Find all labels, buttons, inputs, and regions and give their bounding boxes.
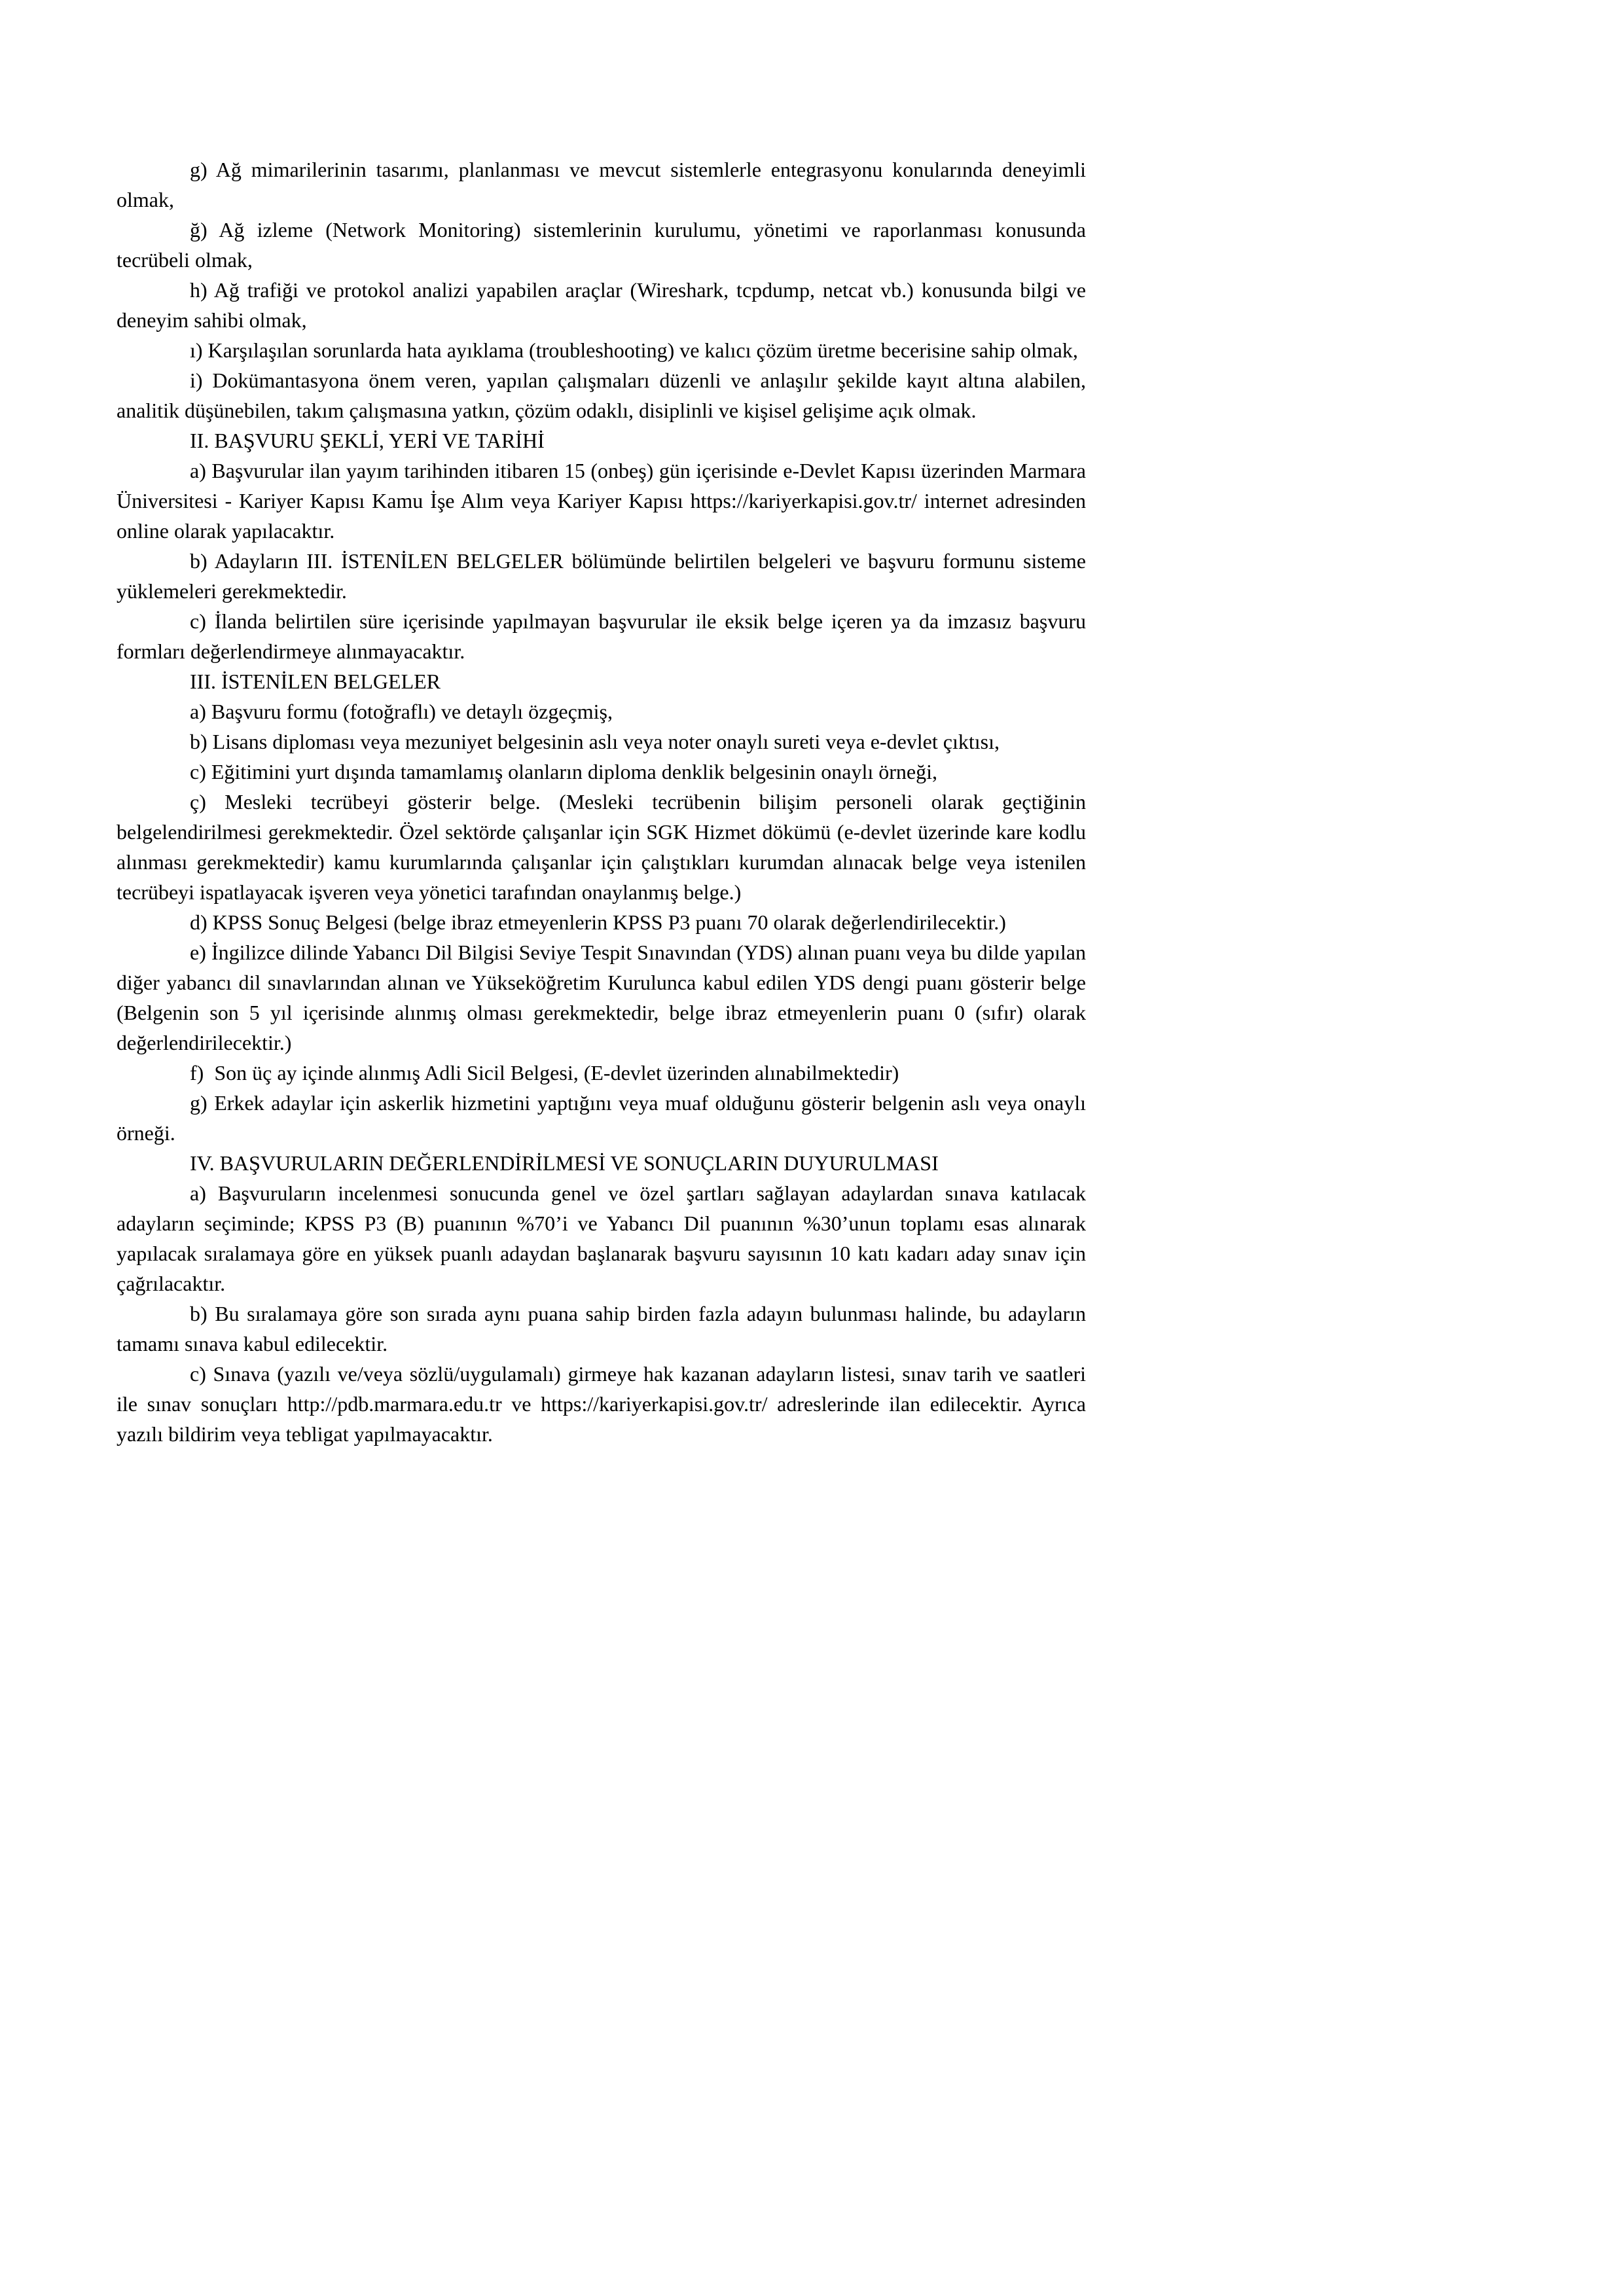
heading-section-4: IV. BAŞVURULARIN DEĞERLENDİRİLMESİ VE SONUÇLARIN DUYURULMASI <box>190 1151 939 1175</box>
section3-item-b: b) Lisans diploması veya mezuniyet belgesinin aslı veya noter onaylı sureti veya e-devlet çıktısı, <box>190 730 1000 753</box>
section4-item-b: b) Bu sıralamaya göre son sırada aynı puana sahip birden fazla adayın bulunması halinde, bu adayların tamamı sınava kabul edilecektir. <box>117 1302 1086 1355</box>
section3-item-f: f) Son üç ay içinde alınmış Adli Sicil Belgesi, (E-devlet üzerinden alınabilmektedir) <box>190 1061 899 1085</box>
section2-item-a: a) Başvurular ilan yayım tarihinden itibaren 15 (onbeş) gün içerisinde e-Devlet Kapısı üzerinden Marmara Üniversitesi - Kariyer Kapısı Kamu İşe Alım veya Kariyer Kapısı https://kariyerkapisi.gov.tr/ internet adresinden online olarak yapılacaktır. <box>117 459 1086 543</box>
section3-item-c-cedilla: ç) Mesleki tecrübeyi gösterir belge. (Mesleki tecrübenin bilişim personeli olarak geçtiğinin belgelendirilmesi gerekmektedir. Özel sektörde çalışanlar için SGK Hizmet dökümü (e-devlet üzerinde kare kodlu alınması gerekmektedir) kamu kurumlarında çalışanlar için çalıştıkları kurumdan alınacak belge veya istenilen tecrübeyi ispatlayacak işveren veya yönetici tarafından onaylanmış belge.) <box>117 790 1086 904</box>
section2-item-c: c) İlanda belirtilen süre içerisinde yapılmayan başvurular ile eksik belge içeren ya da imzasız başvuru formları değerlendirmeye alınmayacaktır. <box>117 609 1086 663</box>
item-i: i) Dokümantasyona önem veren, yapılan çalışmaları düzenli ve anlaşılır şekilde kayıt altına alabilen, analitik düşünebilen, takım çalışmasına yatkın, çözüm odaklı, disiplinli ve kişisel gelişime açık olmak. <box>117 368 1086 422</box>
document-text-column <box>117 154 1086 1449</box>
item-g-breve: ğ) Ağ izleme (Network Monitoring) sistemlerinin kurulumu, yönetimi ve raporlanması konusunda tecrübeli olmak, <box>117 218 1086 272</box>
section3-item-a: a) Başvuru formu (fotoğraflı) ve detaylı özgeçmiş, <box>190 700 613 723</box>
section3-item-e: e) İngilizce dilinde Yabancı Dil Bilgisi Seviye Tespit Sınavından (YDS) alınan puanı veya bu dilde yapılan diğer yabancı dil sınavlarından alınan ve Yükseköğretim Kurulunca kabul edilen YDS dengi puanı gösterir belge (Belgenin son 5 yıl içerisinde alınmış olması gerekmektedir, belge ibraz etmeyenlerin puanı 0 (sıfır) olarak değerlendirilecektir.) <box>117 941 1086 1054</box>
section2-item-b: b) Adayların III. İSTENİLEN BELGELER bölümünde belirtilen belgeleri ve başvuru formunu sisteme yüklemeleri gerekmektedir. <box>117 549 1086 603</box>
heading-section-3: III. İSTENİLEN BELGELER <box>190 670 441 693</box>
section4-item-a: a) Başvuruların incelenmesi sonucunda genel ve özel şartları sağlayan adaylardan sınava katılacak adayların seçiminde; KPSS P3 (B) puanının %70’i ve Yabancı Dil puanının %30’unun toplamı esas alınarak yapılacak sıralamaya göre en yüksek puanlı adaydan başlanarak başvuru sayısının 10 katı kadarı aday sınav için çağrılacaktır. <box>117 1181 1086 1295</box>
section4-item-c: c) Sınava (yazılı ve/veya sözlü/uygulamalı) girmeye hak kazanan adayların listesi, sınav tarih ve saatleri ile sınav sonuçları http://pdb.marmara.edu.tr ve https://kariyerkapisi.gov.tr/ adreslerinde ilan edilecektir. Ayrıca yazılı bildirim veya tebligat yapılmayacaktır. <box>117 1362 1086 1446</box>
item-dotless-i: ı) Karşılaşılan sorunlarda hata ayıklama (troubleshooting) ve kalıcı çözüm üretme becerisine sahip olmak, <box>190 338 1078 362</box>
item-g: g) Ağ mimarilerinin tasarımı, planlanması ve mevcut sistemlerle entegrasyonu konularında deneyimli olmak, <box>117 158 1086 211</box>
item-h: h) Ağ trafiği ve protokol analizi yapabilen araçlar (Wireshark, tcpdump, netcat vb.) konusunda bilgi ve deneyim sahibi olmak, <box>117 278 1086 332</box>
section3-item-g: g) Erkek adaylar için askerlik hizmetini yaptığını veya muaf olduğunu gösterir belgenin aslı veya onaylı örneği. <box>117 1091 1086 1145</box>
section3-item-c: c) Eğitimini yurt dışında tamamlamış olanların diploma denklik belgesinin onaylı örneği, <box>190 760 937 783</box>
heading-section-2: II. BAŞVURU ŞEKLİ, YERİ VE TARİHİ <box>190 429 545 452</box>
section3-item-d: d) KPSS Sonuç Belgesi (belge ibraz etmeyenlerin KPSS P3 puanı 70 olarak değerlendirilecektir.) <box>190 910 1006 934</box>
